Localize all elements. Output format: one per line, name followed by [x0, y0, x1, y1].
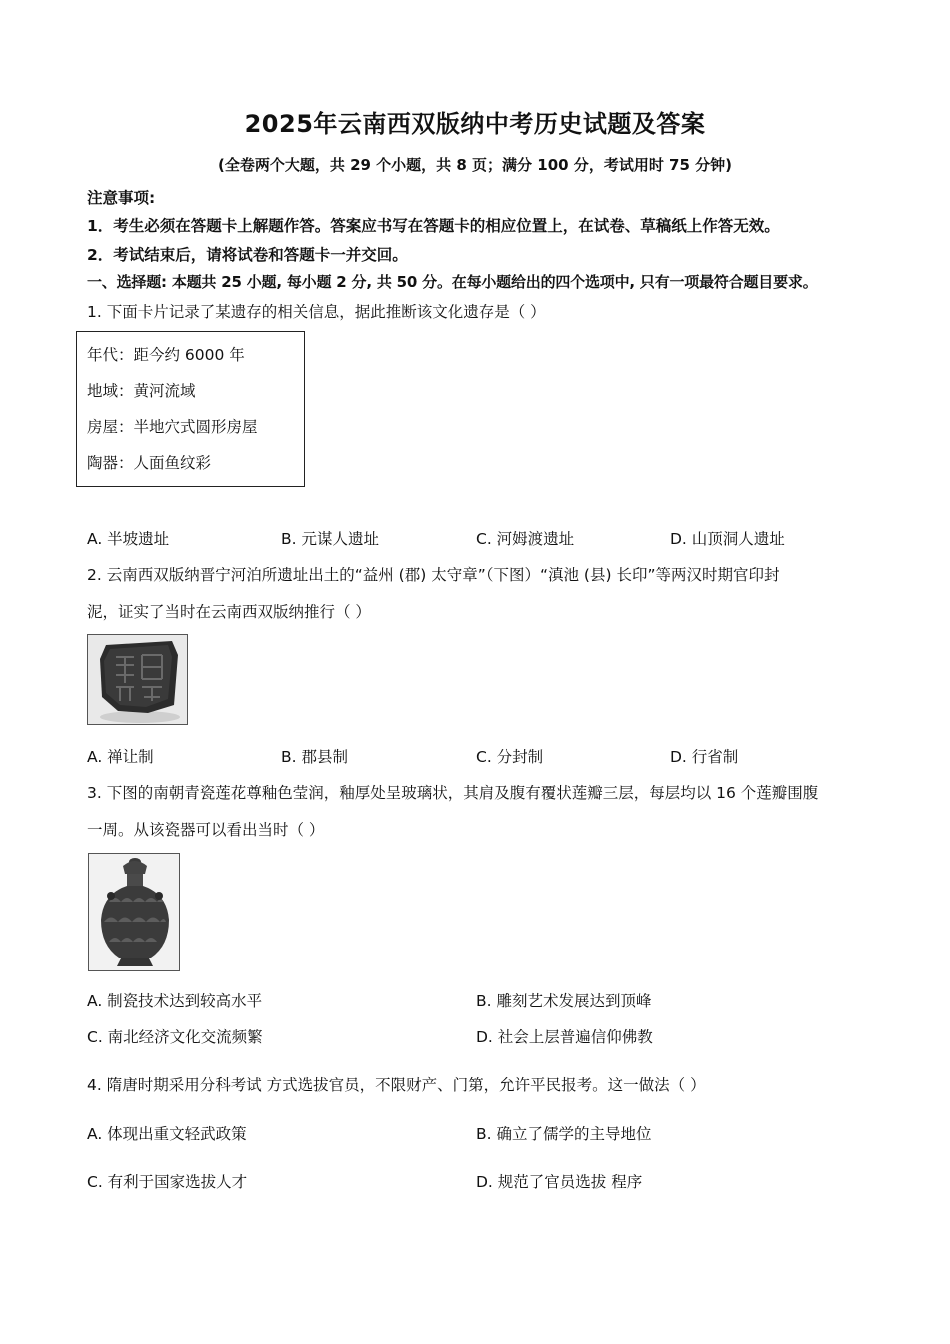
seal-clay-illustration — [88, 635, 188, 725]
lotus-vase-illustration — [89, 854, 180, 971]
q1-stem: 1. 下面卡片记录了某遗存的相关信息，据此推断该文化遗存是（ ） — [87, 303, 546, 321]
section-heading: 一、选择题: 本题共 25 小题, 每小题 2 分, 共 50 分。在每小题给出的四个选项中, 只有一项最符合题目要求。 — [87, 273, 818, 291]
seal-clay-image — [87, 634, 188, 725]
q4-option-b[interactable]: B. 确立了儒学的主导地位 — [476, 1125, 652, 1143]
q4-stem: 4. 隋唐时期采用分科考试 方式选拔官员，不限财产、门第，允许平民报考。这一做法（ ） — [87, 1076, 706, 1094]
q3-stem-line-1: 3. 下图的南朝青瓷莲花尊釉色莹润，釉厚处呈玻璃状，其肩及腹有覆状莲瓣三层，每层均以 16 个莲瓣围腹 — [87, 784, 819, 802]
q2-stem-line-1: 2. 云南西双版纳晋宁河泊所遗址出土的“益州 (郡) 太守章”（下图）“滇池 (县) 长印”等两汉时期官印封 — [87, 566, 780, 584]
q3-option-c[interactable]: C. 南北经济文化交流频繁 — [87, 1028, 263, 1046]
q3-option-b[interactable]: B. 雕刻艺术发展达到顶峰 — [476, 992, 652, 1010]
q2-option-b[interactable]: B. 郡县制 — [281, 748, 348, 766]
q1-option-a[interactable]: A. 半坡遗址 — [87, 530, 170, 548]
q3-option-a[interactable]: A. 制瓷技术达到较高水平 — [87, 992, 263, 1010]
card-row-housing: 房屋：半地穴式圆形房屋 — [87, 418, 258, 436]
q2-option-a[interactable]: A. 禅让制 — [87, 748, 154, 766]
notes-item-1: 1．考生必须在答题卡上解题作答。答案应书写在答题卡的相应位置上，在试卷、草稿纸上作答无效。 — [87, 217, 780, 235]
q4-option-d[interactable]: D. 规范了官员选拔 程序 — [476, 1173, 643, 1191]
q1-option-b[interactable]: B. 元谋人遗址 — [281, 530, 379, 548]
page-title: 2025年云南西双版纳中考历史试题及答案 — [244, 110, 706, 138]
q4-option-c[interactable]: C. 有利于国家选拔人才 — [87, 1173, 248, 1191]
notes-item-2: 2．考试结束后，请将试卷和答题卡一并交回。 — [87, 246, 408, 264]
q3-option-d[interactable]: D. 社会上层普遍信仰佛教 — [476, 1028, 653, 1046]
notes-heading: 注意事项: — [87, 189, 156, 207]
lotus-vase-image — [88, 853, 180, 971]
card-row-era: 年代：距今约 6000 年 — [87, 346, 245, 364]
card-row-region: 地域：黄河流域 — [87, 382, 196, 400]
q2-stem-line-2: 泥，证实了当时在云南西双版纳推行（ ） — [87, 603, 371, 621]
q4-option-a[interactable]: A. 体现出重文轻武政策 — [87, 1125, 247, 1143]
q1-option-c[interactable]: C. 河姆渡遗址 — [476, 530, 575, 548]
q2-option-c[interactable]: C. 分封制 — [476, 748, 544, 766]
q2-option-d[interactable]: D. 行省制 — [670, 748, 739, 766]
q1-option-d[interactable]: D. 山顶洞人遗址 — [670, 530, 785, 548]
page-subtitle: (全卷两个大题，共 29 个小题，共 8 页；满分 100 分，考试用时 75 分钟) — [218, 156, 732, 174]
q1-info-card — [76, 331, 305, 487]
card-row-pottery: 陶器：人面鱼纹彩 — [87, 454, 212, 472]
q3-stem-line-2: 一周。从该瓷器可以看出当时（ ） — [87, 821, 325, 839]
